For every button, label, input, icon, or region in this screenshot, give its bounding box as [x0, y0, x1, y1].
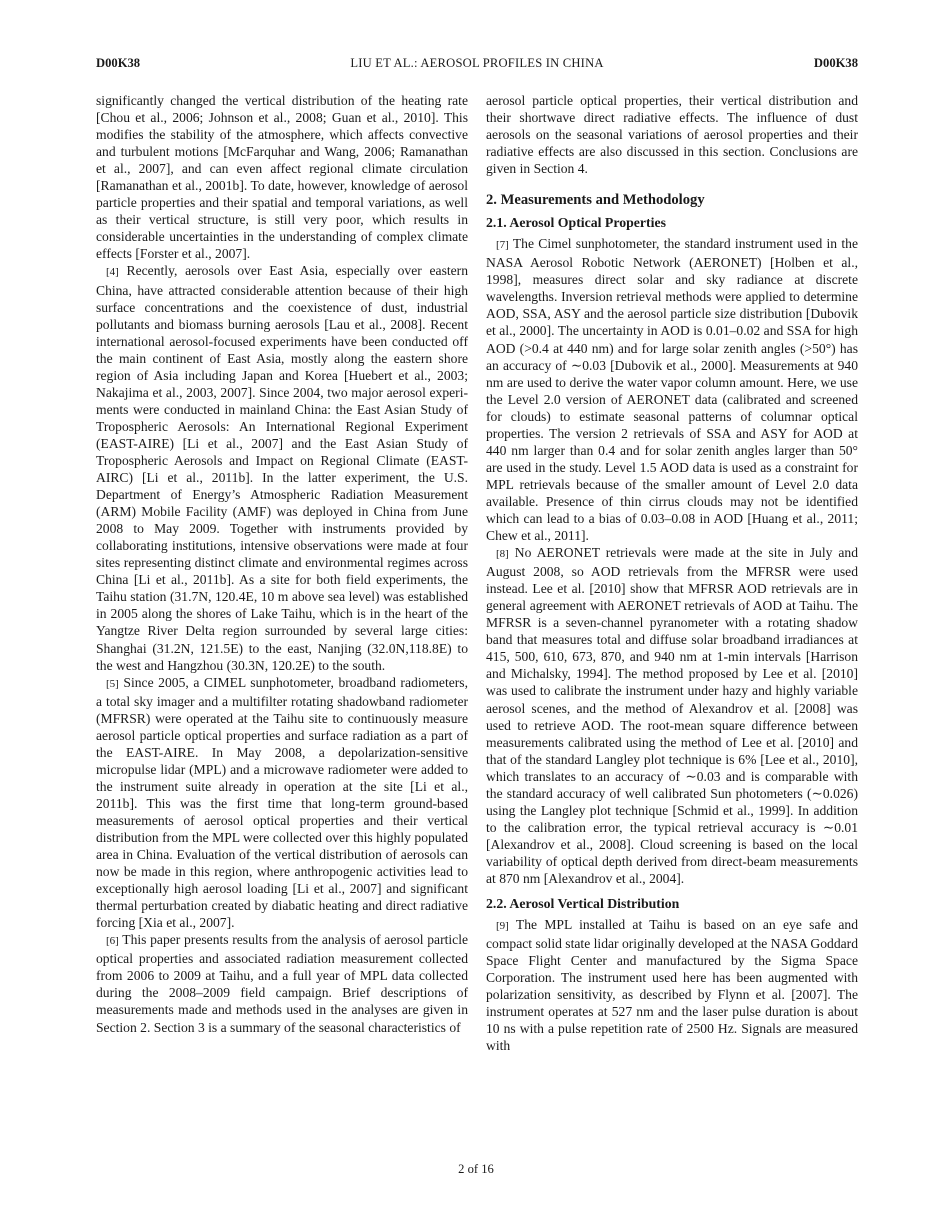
paragraph-number: [5]	[106, 677, 119, 690]
paragraph-text: Since 2005, a CIMEL sunphotometer, broadband radiometers, a total sky imager and a multifilter rotating shadowband radiometer (MFRSR) were operated at the Taihu site to continuously measure aerosol particle optical properties and surface radiation as a part of the EAST-AIRE. In May 2008, a depolarization-sensitive micropulse lidar (MPL) and a microwave radiometer were added to the instrument suite already in operation at the site [Li et al., 2011b]. This was the first time that long-term ground-based measurements of aerosol optical properties and their vertical distribution from the MPL were collected over this highly populated area in China. Evaluation of the vertical distribution of aerosols can now be made in this region, where anthropogenic activities lead to exceptionally high aerosol loading [Li et al., 2007] and significant thermal perturbation created by diabatic heating and direct radiative forcing [Xia et al., 2007].	[96, 674, 468, 931]
paragraph-text: Recently, aerosols over East Asia, especially over eastern China, have attracted considerable attention because of their high surface concentrations and the coexistence of dust, industrial pollutants and biomass burning aerosols [Lau et al., 2008]. Recent international aerosol-focused experiments have been conducted off the main continent of East Asia, mostly along the eastern shore region of Asia including Japan and Korea [Huebert et al., 2003; Nakajima et al., 2003, 2007]. Since 2004, two major aerosol experiments were conducted in mainland China: the East Asian Study of Tropospheric Aerosols: An International Regional Experiment (EAST-AIRE) [Li et al., 2007] and the East Asian Study of Tropospheric Aerosols and Impact on Regional Climate (EAST-AIRC) [Li et al., 2011b]. In the latter experiment, the U.S. Department of Energy’s Atmospheric Radiation Measurement (ARM) Mobile Facility (AMF) was deployed in China from June 2008 to May 2009. Together with instruments provided by collaborating institutions, intensive observations were made at four sites representing distinct climate and environmental regimes across China [Li et al., 2011b]. As a site for both field experiments, the Taihu station (31.7N, 120.4E, 10 m above sea level) was established in 2005 along the shores of Lake Taihu, which is in the heart of the Yangtze River Delta region surrounded by several large cities: Shanghai (31.2N, 121.5E) to the east, Nanjing (32.0N,118.8E) to the west and Hangzhou (30.3N, 120.2E) to the south.	[96, 263, 468, 673]
page-number: 2 of 16	[458, 1162, 494, 1176]
right-column	[486, 92, 858, 1054]
paragraph-7	[486, 235, 858, 544]
paragraph-9	[486, 916, 858, 1054]
paragraph-6	[96, 931, 468, 1035]
paragraph-text: This paper presents results from the analysis of aerosol particle optical properties and associated radiation measurement collected from 2006 to 2009 at Taihu, and a full year of MPL data collected during the 2008–2009 field campaign. Brief descriptions of measurements made and methods used in the analyses are given in Section 2. Section 3 is a summary of the seasonal characteristics of	[96, 932, 469, 1035]
running-title: LIU ET AL.: AEROSOL PROFILES IN CHINA	[350, 56, 604, 70]
article-id-left: D00K38	[96, 56, 141, 70]
paragraph-4	[96, 262, 468, 673]
paragraph-number: [7]	[496, 239, 509, 252]
paragraph-number: [9]	[496, 920, 509, 933]
paragraph-number: [4]	[106, 266, 119, 279]
subsection-heading: 2.1. Aerosol Optical Properties	[486, 215, 666, 231]
section-heading: 2. Measurements and Methodology	[486, 192, 705, 209]
article-id-right: D00K38	[813, 56, 858, 70]
paragraph-continued: aerosol particle optical properties, their vertical distribution and their shortwave direct radiative effects. The influence of dust aerosols on the seasonal variations of aerosol properties and their radiative effects are also discussed in this section. Conclusions are given in Section 4.	[486, 93, 858, 177]
paragraph-text: The MPL installed at Taihu is based on an eye safe and compact solid state lidar originally developed at the NASA Goddard Space Flight Center and manufactured by the Sigma Space Corporation. The instrument used here has been augmented with polarization sensitivity, as described by Flynn et al. [2007]. The instrument operates at 527 nm and the laser pulse duration is about 10 ns with a pulse repetition rate of 2500 Hz. Signals are measured with	[486, 917, 858, 1054]
paragraph-number: [8]	[496, 548, 509, 561]
left-column	[96, 92, 468, 1036]
paragraph-continued: significantly changed the vertical distribution of the heating rate [Chou et al., 2006; Johnson et al., 2008; Guan et al., 2010]. This modifies the stability of the atmosphere, which affects convective and turbulent motions [McFarquhar and Wang, 2006; Ramanathan et al., 2007], and can even affect regional climate circulation [Ramanathan et al., 2001b]. To date, however, knowledge of aerosol particle properties and their spatial and temporal variations, as well as their vertical structure, is still very poor, which results in considerable uncertainties in the understanding of complex climate effects [Forster et al., 2007].	[96, 93, 468, 262]
paragraph-text: No AERONET retrievals were made at the site in July and August 2008, so AOD retrievals from the MFRSR were used instead. Lee et al. [2010] show that MFRSR AOD retrievals are in general agreement with AERONET retrievals of AOD at Taihu. The MFRSR is a seven-channel pyranometer with a rotating shadow band that measures total and diffuse solar broadband irradiances at 415, 500, 610, 673, 870, and 940 nm at 1-min intervals [Harrison and Michalsky, 1994]. The method proposed by Lee et al. [2010] was used to calibrate the instrument under hazy and highly variable aerosol scenes, and the method of Alexandrov et al. [2008] was used to retrieve AOD. The root-mean square difference between measurements calibrated using the method of Lee et al. [2010] and that of the standard Langley plot technique is 6% [Lee et al., 2010], which translates to an accuracy of ∼0.03 and is comparable with the standard accuracy of well calibrated Sun photometers (∼0.026) using the Langley plot technique [Schmid et al., 1999]. In addition to the calibration error, the typical retrieval accuracy is ∼0.01 [Alexandrov et al., 2008]. Cloud screening is based on the local variability of optical depth derived from direct-beam measurements at 870 nm [Alexandrov et al., 2004].	[486, 545, 859, 886]
paragraph-number: [6]	[106, 935, 119, 948]
paragraph-8	[486, 544, 858, 887]
paragraph-text: The Cimel sunphotometer, the standard instrument used in the NASA Aerosol Robotic Network (AERONET) [Holben et al., 1998], measures direct solar and sky radiance at discrete wavelengths. Inversion retrieval methods were applied to determine AOD, SSA, ASY and the aerosol particle size distribution [Dubovik et al., 2000]. The uncertainty in AOD is 0.01–0.02 and SSA for high AOD (>0.4 at 440 nm) and for large solar zenith angles (>50°) has an accuracy of ∼0.03 [Dubovik et al., 2000]. Measurements at 940 nm are used to derive the water vapor column amount. Here, we use the Level 2.0 version of AERONET data (calibrated and screened for clouds) to estimate seasonal patterns of columnar optical properties. The version 2 retrievals of SSA and ASY for AOD at 440 nm larger than 0.4 and for solar zenith angles larger than 50° are used in the study. Level 1.5 AOD data is used as a constraint for MPL retrievals because of the smaller amount of Level 2.0 data available. Presence of thin cirrus clouds may not be identified which can lead to a bias of 0.03–0.08 in AOD [Huang et al., 2011; Chew et al., 2011].	[486, 236, 858, 544]
paragraph-5	[96, 674, 468, 932]
subsection-heading: 2.2. Aerosol Vertical Distribution	[486, 896, 680, 912]
